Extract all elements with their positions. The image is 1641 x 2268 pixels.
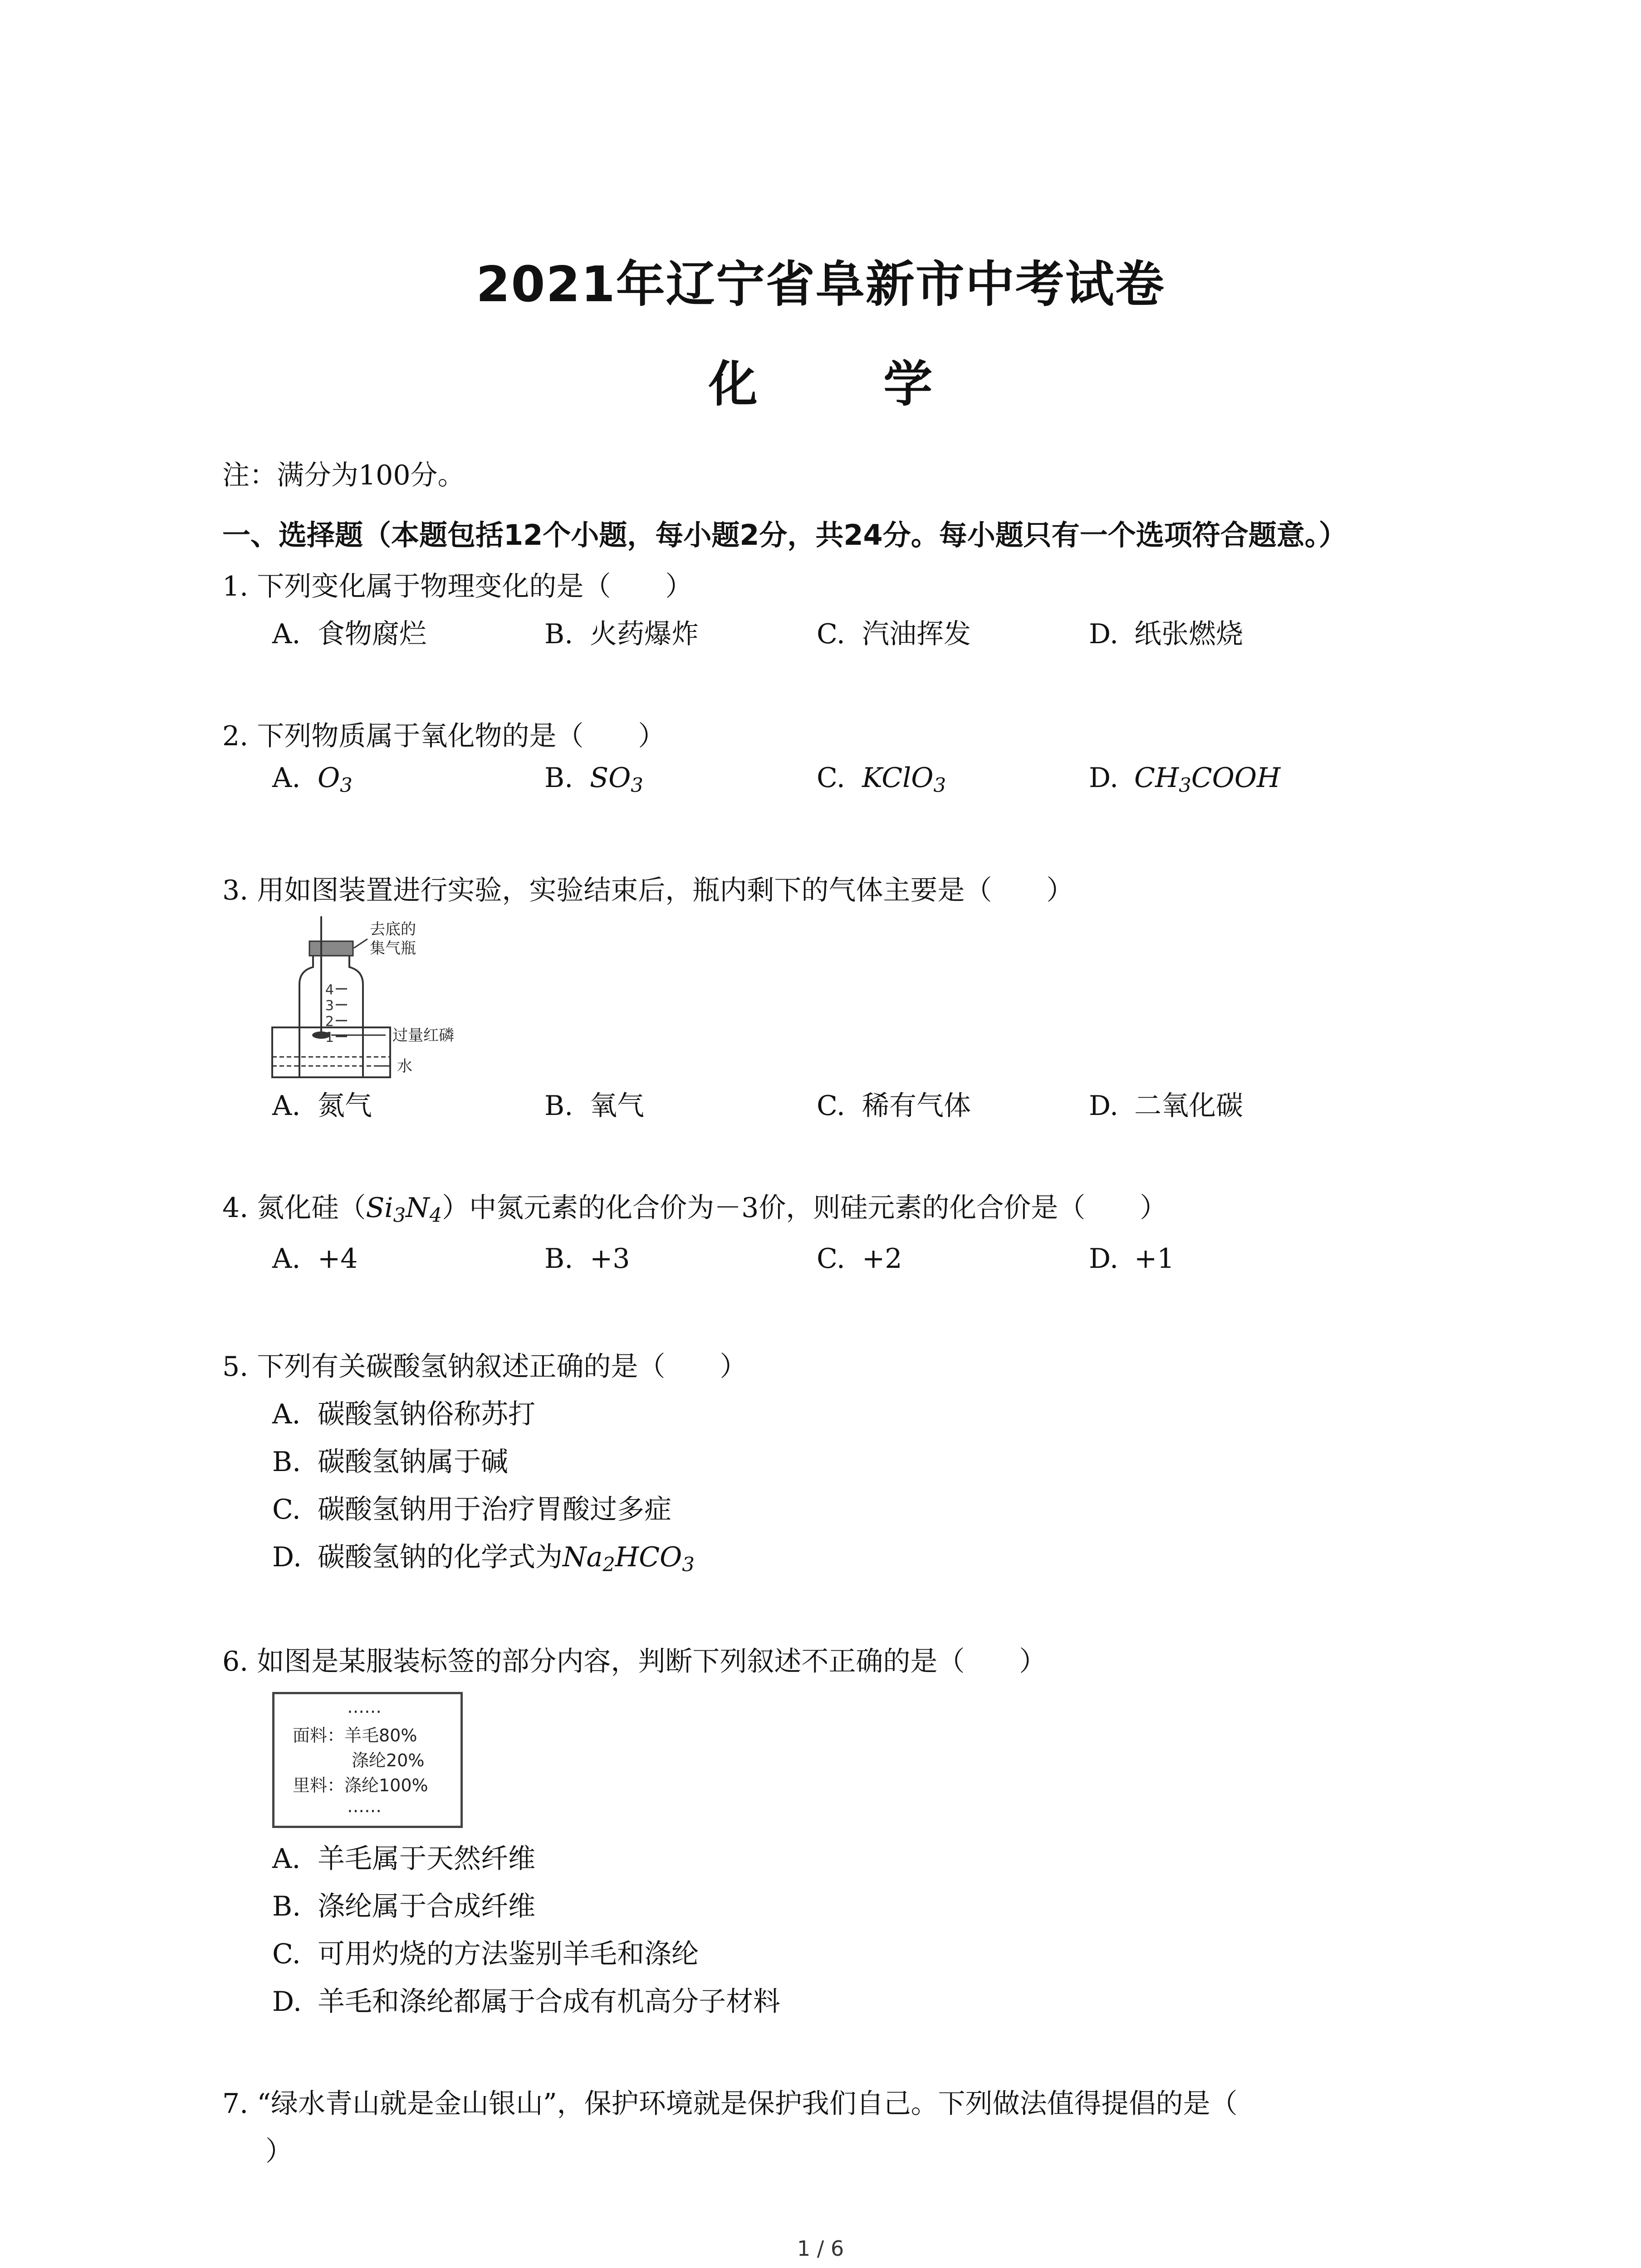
q3-option-d: D. 二氧化碳 bbox=[1089, 1090, 1243, 1122]
question-5-stem: 5. 下列有关碳酸氢钠叙述正确的是（ ） bbox=[222, 1351, 747, 1383]
question-7-stem-end: ） bbox=[265, 2136, 293, 2167]
q3-option-a: A. 氮气 bbox=[272, 1090, 372, 1122]
q4-option-b: B. +3 bbox=[544, 1243, 630, 1275]
figure-label-red-phosphorus: 过量红磷 bbox=[392, 1026, 454, 1045]
q6-option-c: C. 可用灼烧的方法鉴别羊毛和涤纶 bbox=[272, 1938, 699, 1970]
question-7-stem: 7. “绿水青山就是金山银山”，保护环境就是保护我们自己。下列做法值得提倡的是（ bbox=[222, 2088, 1238, 2120]
figure-label-water: 水 bbox=[397, 1057, 412, 1075]
apparatus-figure bbox=[268, 916, 504, 1084]
score-note: 注：满分为100分。 bbox=[222, 459, 465, 491]
q3-option-b: B. 氧气 bbox=[544, 1090, 644, 1122]
q6-option-d: D. 羊毛和涤纶都属于合成有机高分子材料 bbox=[272, 1986, 780, 2018]
q5-option-a: A. 碳酸氢钠俗称苏打 bbox=[272, 1398, 535, 1430]
q5-option-b: B. 碳酸氢钠属于碱 bbox=[272, 1446, 508, 1478]
label-dots-bottom: …… bbox=[347, 1796, 382, 1816]
question-6-stem: 6. 如图是某服装标签的部分内容，判断下列叙述不正确的是（ ） bbox=[222, 1646, 1047, 1677]
q6-option-b: B. 涤纶属于合成纤维 bbox=[272, 1891, 535, 1922]
question-4-stem: 4. 氮化硅$(Si_3N_4)$中氮元素的化合价为－3价，则硅元素的化合价是（ ） bbox=[222, 1192, 1167, 1227]
q3-option-c: C. 稀有气体 bbox=[817, 1090, 971, 1122]
q1-option-a: A. 食物腐烂 bbox=[272, 618, 426, 650]
label-fabric-wool: 面料：羊毛80% bbox=[293, 1725, 417, 1745]
q2-option-a: A. $O_3$ bbox=[272, 762, 353, 797]
q5-option-c: C. 碳酸氢钠用于治疗胃酸过多症 bbox=[272, 1494, 671, 1525]
label-dots-top: …… bbox=[347, 1697, 382, 1717]
q1-option-d: D. 纸张燃烧 bbox=[1089, 618, 1243, 650]
figure-label-bottomless: 去底的 bbox=[370, 920, 416, 938]
garment-label-figure bbox=[272, 1692, 463, 1828]
exam-title: 2021年辽宁省阜新市中考试卷 bbox=[476, 256, 1165, 313]
q6-option-a: A. 羊毛属于天然纤维 bbox=[272, 1843, 535, 1875]
q2-option-b: B. $SO_3$ bbox=[544, 762, 643, 797]
label-lining: 里料：涤纶100% bbox=[293, 1775, 428, 1795]
q2-option-c: C. KClO$_3$ bbox=[817, 762, 946, 797]
q1-option-c: C. 汽油挥发 bbox=[817, 618, 971, 650]
question-3-stem: 3. 用如图装置进行实验，实验结束后，瓶内剩下的气体主要是（ ） bbox=[222, 875, 1074, 906]
section-heading: 一、选择题（本题包括12个小题，每小题2分，共24分。每小题只有一个选项符合题意。） bbox=[222, 518, 1347, 552]
q1-option-b: B. 火药爆炸 bbox=[544, 618, 699, 650]
page-number: 1 / 6 bbox=[797, 2236, 844, 2261]
q4-option-d: D. +1 bbox=[1089, 1243, 1175, 1275]
figure-label-gas-jar: 集气瓶 bbox=[370, 939, 416, 958]
svg-text:4: 4 bbox=[325, 982, 334, 998]
subject-title: 化 学 bbox=[708, 356, 987, 413]
question-2-stem: 2. 下列物质属于氧化物的是（ ） bbox=[222, 720, 666, 752]
svg-text:3: 3 bbox=[325, 998, 334, 1014]
svg-text:2: 2 bbox=[325, 1014, 334, 1030]
q4-option-a: A. +4 bbox=[272, 1243, 358, 1275]
label-fabric-polyester: 涤纶20% bbox=[352, 1750, 425, 1770]
svg-text:1: 1 bbox=[325, 1030, 334, 1046]
q4-option-c: C. +2 bbox=[817, 1243, 902, 1275]
question-1-stem: 1. 下列变化属于物理变化的是（ ） bbox=[222, 571, 693, 602]
q5-option-d: D. 碳酸氢钠的化学式为$Na_2HCO_3$ bbox=[272, 1541, 695, 1576]
q2-option-d: D. $CH_3COOH$ bbox=[1089, 762, 1281, 797]
